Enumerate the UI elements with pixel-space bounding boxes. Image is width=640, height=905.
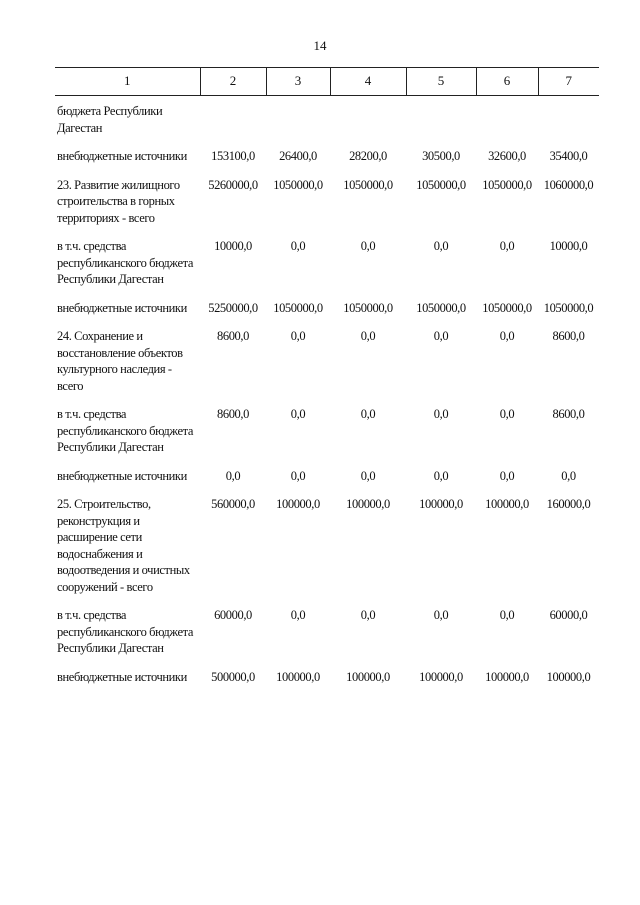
value-cell: 60000,0 bbox=[214, 608, 252, 622]
value-cell: 1050000,0 bbox=[343, 300, 393, 315]
value-cell: 0,0 bbox=[290, 608, 306, 622]
value-cell: 8600,0 bbox=[217, 329, 249, 343]
value-cell: 10000,0 bbox=[214, 239, 252, 253]
value-cell: 1050000,0 bbox=[416, 177, 466, 192]
value-cell: 100000,0 bbox=[276, 497, 320, 511]
table-row bbox=[55, 96, 599, 149]
value-cell: 500000,0 bbox=[211, 669, 255, 684]
value-cell: 0,0 bbox=[360, 608, 376, 622]
value-cell: 30500,0 bbox=[422, 149, 460, 163]
row-label: в т.ч. средства республиканского бюджета Республики Дагестан bbox=[57, 608, 193, 655]
value-cell: 0,0 bbox=[433, 329, 449, 343]
column-header: 5 bbox=[406, 68, 476, 96]
value-cell: 1050000,0 bbox=[416, 300, 466, 315]
value-cell: 0,0 bbox=[433, 468, 449, 483]
value-cell: 0,0 bbox=[360, 239, 376, 253]
row-label: 24. Сохранение и восстановление объектов культурного наследия - всего bbox=[57, 329, 183, 393]
page-number: 14 bbox=[313, 38, 327, 53]
value-cell bbox=[406, 96, 476, 149]
table-row bbox=[55, 607, 599, 669]
value-cell: 0,0 bbox=[561, 468, 576, 483]
value-cell: 153100,0 bbox=[211, 149, 255, 163]
value-cell: 5250000,0 bbox=[208, 300, 258, 315]
value-cell: 100000,0 bbox=[546, 669, 591, 684]
value-cell: 1050000,0 bbox=[343, 177, 393, 192]
value-cell: 28200,0 bbox=[349, 149, 387, 163]
column-header: 3 bbox=[266, 68, 330, 96]
value-cell: 100000,0 bbox=[419, 669, 463, 684]
value-cell: 8600,0 bbox=[217, 407, 249, 421]
value-cell: 26400,0 bbox=[279, 149, 317, 163]
table-row bbox=[55, 468, 599, 497]
value-cell: 35400,0 bbox=[549, 149, 588, 163]
column-header: 6 bbox=[476, 68, 538, 96]
value-cell: 160000,0 bbox=[546, 497, 591, 511]
table-row bbox=[55, 406, 599, 468]
value-cell: 100000,0 bbox=[419, 497, 463, 511]
column-header: 1 bbox=[55, 68, 200, 96]
value-cell: 1050000,0 bbox=[482, 300, 532, 315]
row-label: в т.ч. средства республиканского бюджета Республики Дагестан bbox=[57, 407, 193, 454]
value-cell: 32600,0 bbox=[488, 149, 526, 163]
budget-table bbox=[55, 67, 599, 697]
value-cell: 560000,0 bbox=[211, 497, 255, 511]
column-header: 2 bbox=[200, 68, 266, 96]
value-cell: 1050000,0 bbox=[482, 177, 532, 192]
value-cell: 0,0 bbox=[290, 468, 306, 483]
row-label: внебюджетные источники bbox=[57, 468, 187, 483]
row-label: внебюджетные источники bbox=[57, 669, 187, 684]
value-cell: 0,0 bbox=[499, 468, 515, 483]
value-cell bbox=[200, 96, 266, 149]
value-cell: 0,0 bbox=[433, 239, 449, 253]
value-cell: 8600,0 bbox=[552, 407, 585, 421]
value-cell: 0,0 bbox=[290, 407, 306, 421]
table-body bbox=[55, 96, 599, 698]
value-cell: 0,0 bbox=[225, 468, 241, 483]
value-cell: 0,0 bbox=[433, 407, 449, 421]
table-row bbox=[55, 148, 599, 177]
table-row bbox=[55, 300, 599, 329]
value-cell: 0,0 bbox=[499, 608, 515, 622]
value-cell: 0,0 bbox=[360, 329, 376, 343]
value-cell: 0,0 bbox=[499, 239, 515, 253]
column-header: 7 bbox=[538, 68, 599, 96]
value-cell: 0,0 bbox=[290, 329, 306, 343]
value-cell: 0,0 bbox=[433, 608, 449, 622]
value-cell bbox=[476, 96, 538, 149]
value-cell: 0,0 bbox=[499, 329, 515, 343]
row-label: внебюджетные источники bbox=[57, 300, 187, 315]
table-row bbox=[55, 328, 599, 406]
value-cell: 0,0 bbox=[290, 239, 306, 253]
value-cell: 100000,0 bbox=[276, 669, 320, 684]
value-cell bbox=[538, 96, 599, 149]
value-cell: 0,0 bbox=[360, 468, 376, 483]
table-header-row bbox=[55, 68, 599, 96]
value-cell: 10000,0 bbox=[549, 239, 588, 253]
row-label: в т.ч. средства республиканского бюджета Республики Дагестан bbox=[57, 239, 193, 286]
row-label: внебюджетные источники bbox=[57, 149, 187, 163]
value-cell: 1060000,0 bbox=[543, 177, 594, 192]
row-label: бюджета Республики Дагестан bbox=[57, 104, 163, 135]
value-cell: 5260000,0 bbox=[208, 177, 258, 192]
table-row bbox=[55, 238, 599, 300]
value-cell: 0,0 bbox=[360, 407, 376, 421]
row-label: 23. Развитие жилищного строительства в горных территориях - всего bbox=[57, 177, 180, 225]
table-row bbox=[55, 669, 599, 698]
value-cell: 1050000,0 bbox=[273, 177, 323, 192]
row-label: 25. Строительство, реконструкция и расширение сети водоснабжения и водоотведения и очистных сооружений - всего bbox=[57, 497, 190, 594]
table-row bbox=[55, 177, 599, 239]
value-cell: 60000,0 bbox=[549, 608, 588, 622]
value-cell bbox=[266, 96, 330, 149]
value-cell: 100000,0 bbox=[485, 497, 529, 511]
column-header: 4 bbox=[330, 68, 406, 96]
value-cell: 8600,0 bbox=[552, 329, 585, 343]
value-cell: 100000,0 bbox=[485, 669, 529, 684]
value-cell: 1050000,0 bbox=[543, 300, 594, 315]
value-cell: 100000,0 bbox=[346, 669, 390, 684]
value-cell: 1050000,0 bbox=[273, 300, 323, 315]
table-row bbox=[55, 496, 599, 607]
value-cell bbox=[330, 96, 406, 149]
value-cell: 0,0 bbox=[499, 407, 515, 421]
value-cell: 100000,0 bbox=[346, 497, 390, 511]
